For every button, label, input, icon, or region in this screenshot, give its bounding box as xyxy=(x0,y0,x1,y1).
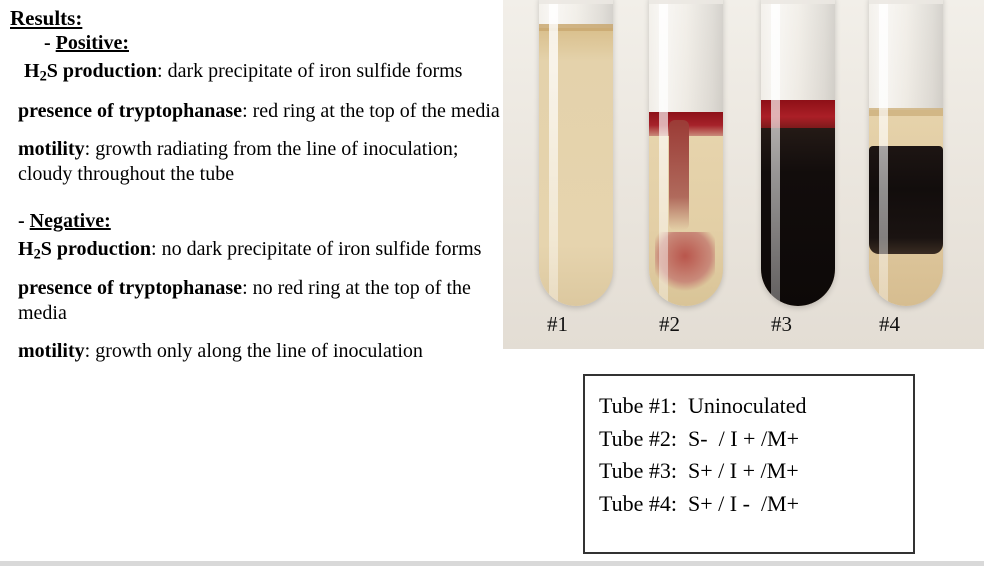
negative-label: Negative: xyxy=(29,209,111,232)
negative-item-h2s xyxy=(18,237,500,264)
tube-rim xyxy=(649,0,723,4)
tube-rim xyxy=(761,0,835,4)
term-pre: presence of tryptophanase xyxy=(18,277,243,300)
term-separator: : xyxy=(84,340,96,363)
term-separator: : xyxy=(157,60,168,83)
tube-1 xyxy=(539,0,613,306)
tube-glass-highlight xyxy=(549,0,558,306)
positive-item-tryptophanase xyxy=(18,99,500,124)
negative-subheading xyxy=(18,210,500,233)
tube-3-caption: #3 xyxy=(771,312,792,336)
legend-line: Tube #2: S- / I + /M+ xyxy=(599,425,800,451)
tube-glass-highlight xyxy=(771,0,780,306)
term-sub: 2 xyxy=(33,246,41,263)
positive-item-h2s xyxy=(24,59,500,86)
tube-glass-highlight xyxy=(879,0,888,306)
term-separator: : xyxy=(242,277,253,300)
tube-legend-box xyxy=(583,374,915,554)
positive-marker: - xyxy=(44,32,56,55)
item-text: red ring at the top of the media xyxy=(252,99,500,122)
positive-label: Positive: xyxy=(55,32,129,55)
negative-item-motility xyxy=(18,339,500,364)
tube-2-caption: #2 xyxy=(659,312,680,336)
results-text-column xyxy=(10,6,500,546)
term-pre: motility xyxy=(18,340,85,363)
term-separator: : xyxy=(84,137,96,160)
term-post: S production xyxy=(40,237,151,260)
item-text: growth only along the line of inoculation xyxy=(95,340,423,363)
item-text: no red ring at the top of the media xyxy=(18,277,471,325)
term-pre: H xyxy=(18,237,34,260)
term-separator: : xyxy=(151,237,162,260)
term-pre: presence of tryptophanase xyxy=(18,99,243,122)
spacer xyxy=(10,200,500,210)
positive-subheading xyxy=(44,32,500,55)
term-post: S production xyxy=(46,60,157,83)
item-text: no dark precipitate of iron sulfide forms xyxy=(161,237,482,260)
tube-4 xyxy=(869,0,943,306)
positive-item-motility xyxy=(18,137,500,187)
item-text: dark precipitate of iron sulfide forms xyxy=(167,60,463,83)
tube-glass-highlight xyxy=(659,0,668,306)
negative-item-tryptophanase xyxy=(18,276,500,326)
sim-tubes-photo xyxy=(503,0,984,349)
term-pre: H xyxy=(24,60,40,83)
legend-line: Tube #4: S+ / I - /M+ xyxy=(599,490,800,516)
term-pre: motility xyxy=(18,137,85,160)
term-sub: 2 xyxy=(39,68,47,85)
item-text: growth radiating from the line of inoculation; cloudy throughout the tube xyxy=(18,137,459,185)
tube-4-caption: #4 xyxy=(879,312,900,336)
legend-line: Tube #3: S+ / I + /M+ xyxy=(599,458,799,484)
tube-inoculation-line-growth xyxy=(669,120,689,230)
tube-rim xyxy=(539,0,613,4)
tube-rim xyxy=(869,0,943,4)
negative-marker: - xyxy=(18,209,30,232)
tube-3 xyxy=(761,0,835,306)
legend-line: Tube #1: Uninoculated xyxy=(599,393,807,418)
term-separator: : xyxy=(242,99,253,122)
tube-2 xyxy=(649,0,723,306)
tube-1-caption: #1 xyxy=(547,312,568,336)
results-heading: Results: xyxy=(10,6,83,30)
